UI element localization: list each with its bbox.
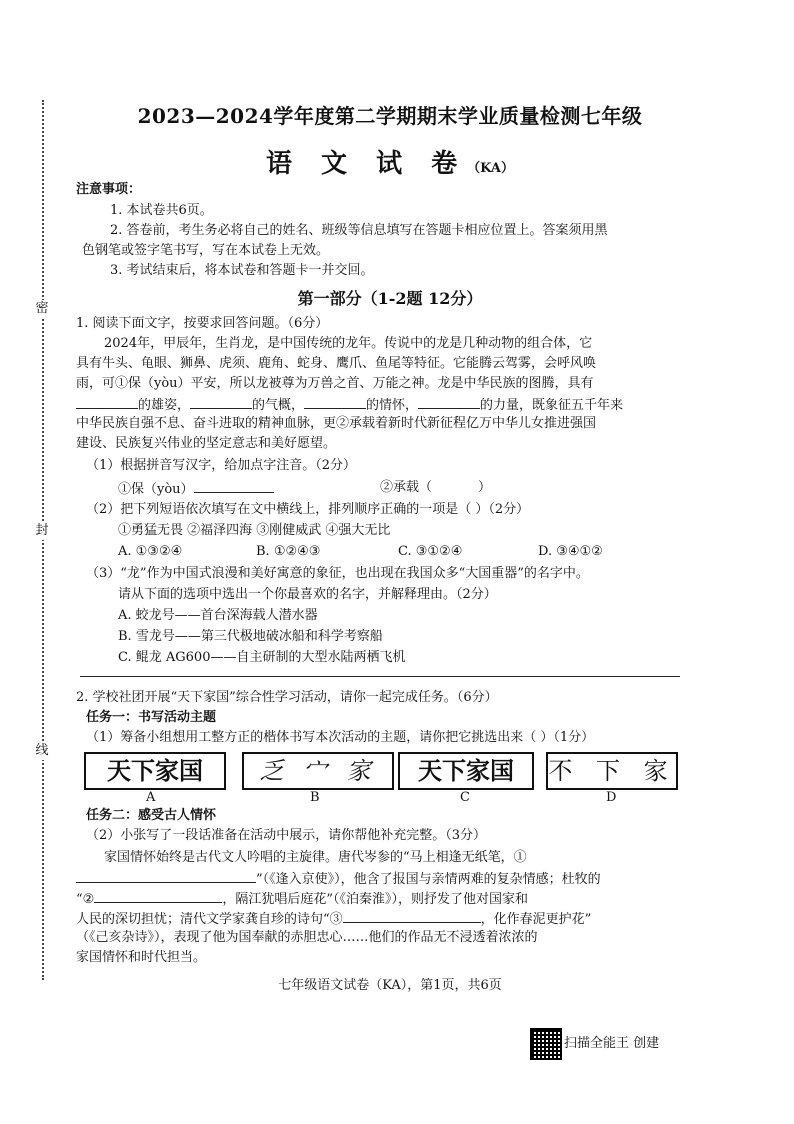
page-footer: 七年级语文试卷（KA），第1页，共6页 (278, 978, 502, 993)
q2-para-line: （《己亥杂诗》），表现了他为国奉献的赤胆忠心……他们的作品无不浸透着浓浓的 (76, 930, 538, 945)
note-item: 2. 答卷前，考生务必将自己的姓名、班级等信息填写在答题卡相应位置上。答案须用黑 (110, 223, 608, 238)
fill-blank[interactable] (304, 394, 366, 409)
q1-sub2-option-c[interactable]: C. ③①②④ (398, 544, 463, 559)
q1-sub3-option-c[interactable]: C. 鲲龙 AG600——自主研制的大型水陆两栖飞机 (118, 650, 406, 665)
calligraphy-label-d: D (606, 790, 617, 805)
subtitle-text: 语 文 试 卷 (265, 149, 468, 179)
q1-sub2-option-d[interactable]: D. ③④①② (538, 544, 603, 559)
calligraphy-option-d[interactable]: 不 下 家 (546, 752, 678, 790)
binding-dotted-line (42, 100, 44, 980)
scanner-watermark: 扫描全能王 创建 (564, 1036, 660, 1051)
poem-blank-2[interactable] (94, 888, 222, 903)
exam-subtitle (70, 143, 710, 180)
note-item: 色钢笔或签字笔书写，写在本试卷上无效。 (82, 243, 330, 258)
q1-sub2-items: ①勇猛无畏 ②福泽四海 ③刚健威武 ④强大无比 (118, 523, 391, 538)
q2-para-line: 家国情怀和时代担当。 (76, 950, 207, 965)
q2-task1: 任务一：书写活动主题 (86, 710, 217, 725)
calligraphy-label-b: B (310, 790, 320, 805)
poem-blank-1[interactable] (76, 868, 256, 883)
q1-sub3-option-a[interactable]: A. 蛟龙号——首台深海载人潜水器 (118, 608, 318, 623)
binding-char-mi: 密 (35, 301, 49, 316)
fill-blank[interactable] (418, 394, 480, 409)
q1-passage-blanks: 的雄姿， 的气概， 的情怀， 的力量，既象征五千年来 (76, 394, 623, 416)
part1-title: 第一部分（1-2题 12分） (297, 289, 483, 308)
calligraphy-label-c: C (460, 790, 470, 805)
q1-sub3-option-b[interactable]: B. 雪龙号——第三代极地破冰船和科学考察船 (118, 629, 383, 644)
exam-title: 2023—2024学年度第二学期期末学业质量检测七年级 (137, 104, 643, 128)
fill-blank[interactable] (190, 394, 252, 409)
answer-blank[interactable] (194, 478, 274, 493)
note-item: 1. 本试卷共6页。 (110, 203, 213, 218)
q2-task2: 任务二：感受古人情怀 (86, 808, 217, 823)
q2-para-line: 人民的深切担忧；清代文学家龚自珍的诗句“③ ，化作春泥更护花” (76, 908, 591, 930)
calligraphy-options (70, 752, 710, 792)
q2-sub1: （1）筹备小组想用工整方正的楷体书写本次活动的主题，请你把它挑选出来（ ）（1分） (86, 730, 595, 745)
q1-sub1-a: ①保（yòu） (118, 478, 274, 500)
q1-answer-line[interactable] (80, 676, 680, 677)
q1-sub1-b: ②承载（ ） (380, 480, 492, 495)
q1-sub1: （1）根据拼音写汉字，给加点字注音。（2分） (86, 458, 357, 473)
binding-char-feng: 封 (35, 523, 49, 538)
q1-passage-line: 具有牛头、龟眼、狮鼻、虎须、鹿角、蛇身、鹰爪、鱼尾等特征。它能腾云驾雾，会呼风唤 (76, 356, 597, 371)
q1-passage-line: 中华民族自强不息、奋斗进取的精神血脉，更②承载着新时代新征程亿万中华儿女推进强国 (76, 416, 597, 431)
note-item: 3. 考试结束后，将本试卷和答题卡一并交回。 (110, 263, 374, 278)
q2-stem: 2. 学校社团开展“天下家国”综合性学习活动，请你一起完成任务。（6分） (76, 690, 498, 705)
q2-para-line: “② ，隔江犹唱后庭花”（《泊秦淮》），则抒发了他对国家和 (76, 888, 528, 910)
fill-blank[interactable] (76, 394, 138, 409)
calligraphy-option-b[interactable]: 乏 宀 家 (242, 752, 394, 790)
q1-sub3-b: 请从下面的选项中选出一个你最喜欢的名字，并解释理由。（2分） (118, 587, 497, 602)
q2-para-line: 家国情怀始终是古代文人吟唱的主旋律。唐代岑参的“马上相逢无纸笔，① (104, 850, 527, 865)
qr-code-icon (530, 1028, 562, 1060)
binding-char-xian: 线 (35, 743, 49, 758)
q2-para-line: ”（《逢入京使》），他含了报国与亲情两难的复杂情感；杜牧的 (76, 868, 601, 890)
subtitle-tag: （KA） (467, 161, 514, 176)
q1-sub2-option-b[interactable]: B. ①②④③ (256, 544, 321, 559)
calligraphy-option-c[interactable]: 天下家国 (398, 752, 534, 790)
q1-sub2: （2）把下列短语依次填写在文中横线上，排列顺序正确的一项是（ ）（2分） (86, 502, 530, 517)
q2-sub2: （2）小张写了一段话准备在活动中展示，请你帮他补充完整。（3分） (86, 828, 487, 843)
q1-sub3: （3）“龙”作为中国式浪漫和美好寓意的象征，也出现在我国众多“大国重器”的名字中。 (86, 566, 589, 581)
q1-sub2-option-a[interactable]: A. ①③②④ (118, 544, 183, 559)
calligraphy-option-a[interactable]: 天下家国 (84, 752, 226, 790)
calligraphy-label-a: A (146, 790, 156, 805)
notes-heading: 注意事项： (76, 182, 142, 197)
q1-stem: 1. 阅读下面文字，按要求回答问题。（6分） (76, 316, 329, 331)
poem-blank-3[interactable] (343, 908, 481, 923)
q1-passage-line: 2024年，甲辰年，生肖龙，是中国传统的龙年。传说中的龙是几种动物的组合体，它 (104, 336, 593, 351)
q1-passage-line: 建设、民族复兴伟业的坚定意志和美好愿望。 (76, 436, 337, 451)
q1-passage-line: 雨，可①保（yòu）平安，所以龙被尊为万兽之首、万能之神。龙是中华民族的图腾，具有 (76, 376, 594, 391)
